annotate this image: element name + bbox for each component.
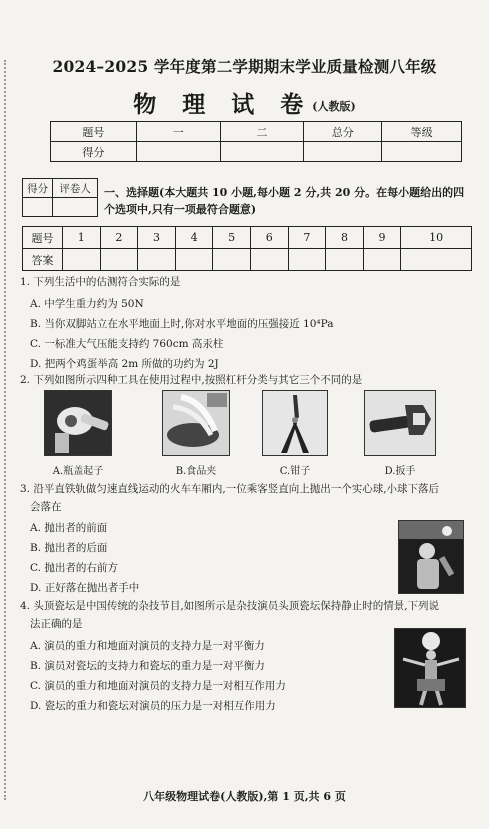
binding-line — [4, 60, 8, 800]
question-4-stem-line-1: 4. 头顶瓷坛是中国传统的杂技节目,如图所示是杂技演员头顶瓷坛保持静止时的情景,下列说 — [20, 600, 440, 612]
grader-score-cell[interactable] — [23, 198, 53, 217]
question-3-option-d: D. 正好落在抛出者手中 — [30, 582, 140, 594]
question-4-stem-line-2: 法正确的是 — [30, 618, 83, 630]
answer-cell[interactable] — [138, 249, 176, 271]
option-c-caption: C.钳子 — [279, 466, 311, 477]
question-number-cell: 5 — [213, 227, 251, 249]
question-number-cell: 2 — [100, 227, 138, 249]
question-4-option-a: A. 演员的重力和地面对演员的支持力是一对平衡力 — [30, 640, 265, 652]
question-1-stem: 1. 下列生活中的估测符合实际的是 — [20, 276, 181, 288]
food-tongs-icon — [163, 391, 230, 456]
score-row-label: 得分 — [51, 142, 137, 162]
grader-label: 评卷人 — [53, 179, 98, 198]
answer-cell[interactable] — [63, 249, 101, 271]
score-cell[interactable] — [304, 142, 382, 162]
question-3-option-c: C. 抛出者的右前方 — [30, 562, 118, 574]
question-number-cell: 7 — [288, 227, 326, 249]
answer-table-question-label: 题号 — [23, 227, 63, 249]
paper-title — [0, 86, 489, 119]
option-a-caption: A.瓶盖起子 — [52, 466, 104, 477]
question-2-stem: 2. 下列如图所示四种工具在使用过程中,按照杠杆分类与其它三个不同的是 — [20, 374, 363, 386]
score-cell[interactable] — [382, 142, 462, 162]
question-number-cell: 6 — [250, 227, 288, 249]
question-1-option-b: B. 当你双脚站立在水平地面上时,你对水平地面的压强接近 10⁴Pa — [30, 318, 334, 330]
page-footer: 八年级物理试卷(人教版),第 1 页,共 6 页 — [143, 790, 346, 803]
section-heading: 一、选择题(本大题共 10 小题,每小题 2 分,共 20 分。在每小题给出的四个选项中,只有一项最符合题意) — [104, 186, 465, 216]
bottle-opener-icon — [45, 391, 112, 456]
question-number-cell: 9 — [363, 227, 401, 249]
answer-table — [22, 226, 472, 271]
grader-table — [22, 178, 98, 217]
answer-cell[interactable] — [326, 249, 364, 271]
wrench-image — [364, 390, 436, 456]
question-number-cell: 8 — [326, 227, 364, 249]
score-cell[interactable] — [220, 142, 304, 162]
answer-cell[interactable] — [100, 249, 138, 271]
grader-score-label: 得分 — [23, 179, 53, 198]
food-tongs-image — [162, 390, 230, 456]
answer-cell[interactable] — [401, 249, 472, 271]
answer-cell[interactable] — [363, 249, 401, 271]
score-table-header-cell: 总分 — [304, 122, 382, 142]
option-d-caption: D.扳手 — [384, 466, 416, 477]
question-3-stem-line-1: 3. 沿平直铁轨做匀速直线运动的火车车厢内,一位乘客竖直向上抛出一个实心球,小球下落后 — [20, 483, 440, 495]
answer-table-answer-label: 答案 — [23, 249, 63, 271]
question-1-option-a: A. 中学生重力约为 50N — [30, 298, 144, 310]
acrobat-icon — [395, 629, 466, 708]
paper-title-text: 物 理 试 卷 — [133, 91, 313, 118]
answer-cell[interactable] — [175, 249, 213, 271]
question-1-option-c: C. 一标准大气压能支持约 760cm 高汞柱 — [30, 338, 224, 350]
question-4-option-b: B. 演员对瓷坛的支持力和瓷坛的重力是一对平衡力 — [30, 660, 265, 672]
question-number-cell: 4 — [175, 227, 213, 249]
question-1-option-d: D. 把两个鸡蛋举高 2m 所做的功约为 2J — [30, 358, 219, 370]
answer-cell[interactable] — [288, 249, 326, 271]
wrench-icon — [365, 391, 436, 456]
question-number-cell: 1 — [63, 227, 101, 249]
acrobat-jar-image — [394, 628, 466, 708]
question-number-cell: 10 — [401, 227, 472, 249]
train-passenger-image — [398, 520, 464, 594]
option-b-caption: B.食品夹 — [175, 466, 217, 477]
question-4-option-d: D. 瓷坛的重力和瓷坛对演员的压力是一对相互作用力 — [30, 700, 276, 712]
question-number-cell: 3 — [138, 227, 176, 249]
score-table-header-cell: 题号 — [51, 122, 137, 142]
paper-edition: (人教版) — [312, 100, 356, 113]
question-3-option-a: A. 抛出者的前面 — [30, 522, 108, 534]
pliers-icon — [263, 391, 328, 456]
ball-toss-icon — [399, 521, 464, 594]
score-cell[interactable] — [136, 142, 220, 162]
bottle-opener-image — [44, 390, 112, 456]
grader-name-cell[interactable] — [53, 198, 98, 217]
answer-cell[interactable] — [250, 249, 288, 271]
pliers-image — [262, 390, 328, 456]
score-table — [50, 121, 462, 162]
question-3-option-b: B. 抛出者的后面 — [30, 542, 108, 554]
score-table-header-cell: 二 — [220, 122, 304, 142]
question-3-stem-line-2: 会落在 — [30, 501, 62, 513]
score-table-header-cell: 一 — [136, 122, 220, 142]
exam-header-title: 2024–2025 学年度第二学期期末学业质量检测八年级 — [52, 57, 437, 76]
score-table-header-cell: 等级 — [382, 122, 462, 142]
answer-cell[interactable] — [213, 249, 251, 271]
question-4-option-c: C. 演员的重力和地面对演员的支持力是一对相互作用力 — [30, 680, 286, 692]
